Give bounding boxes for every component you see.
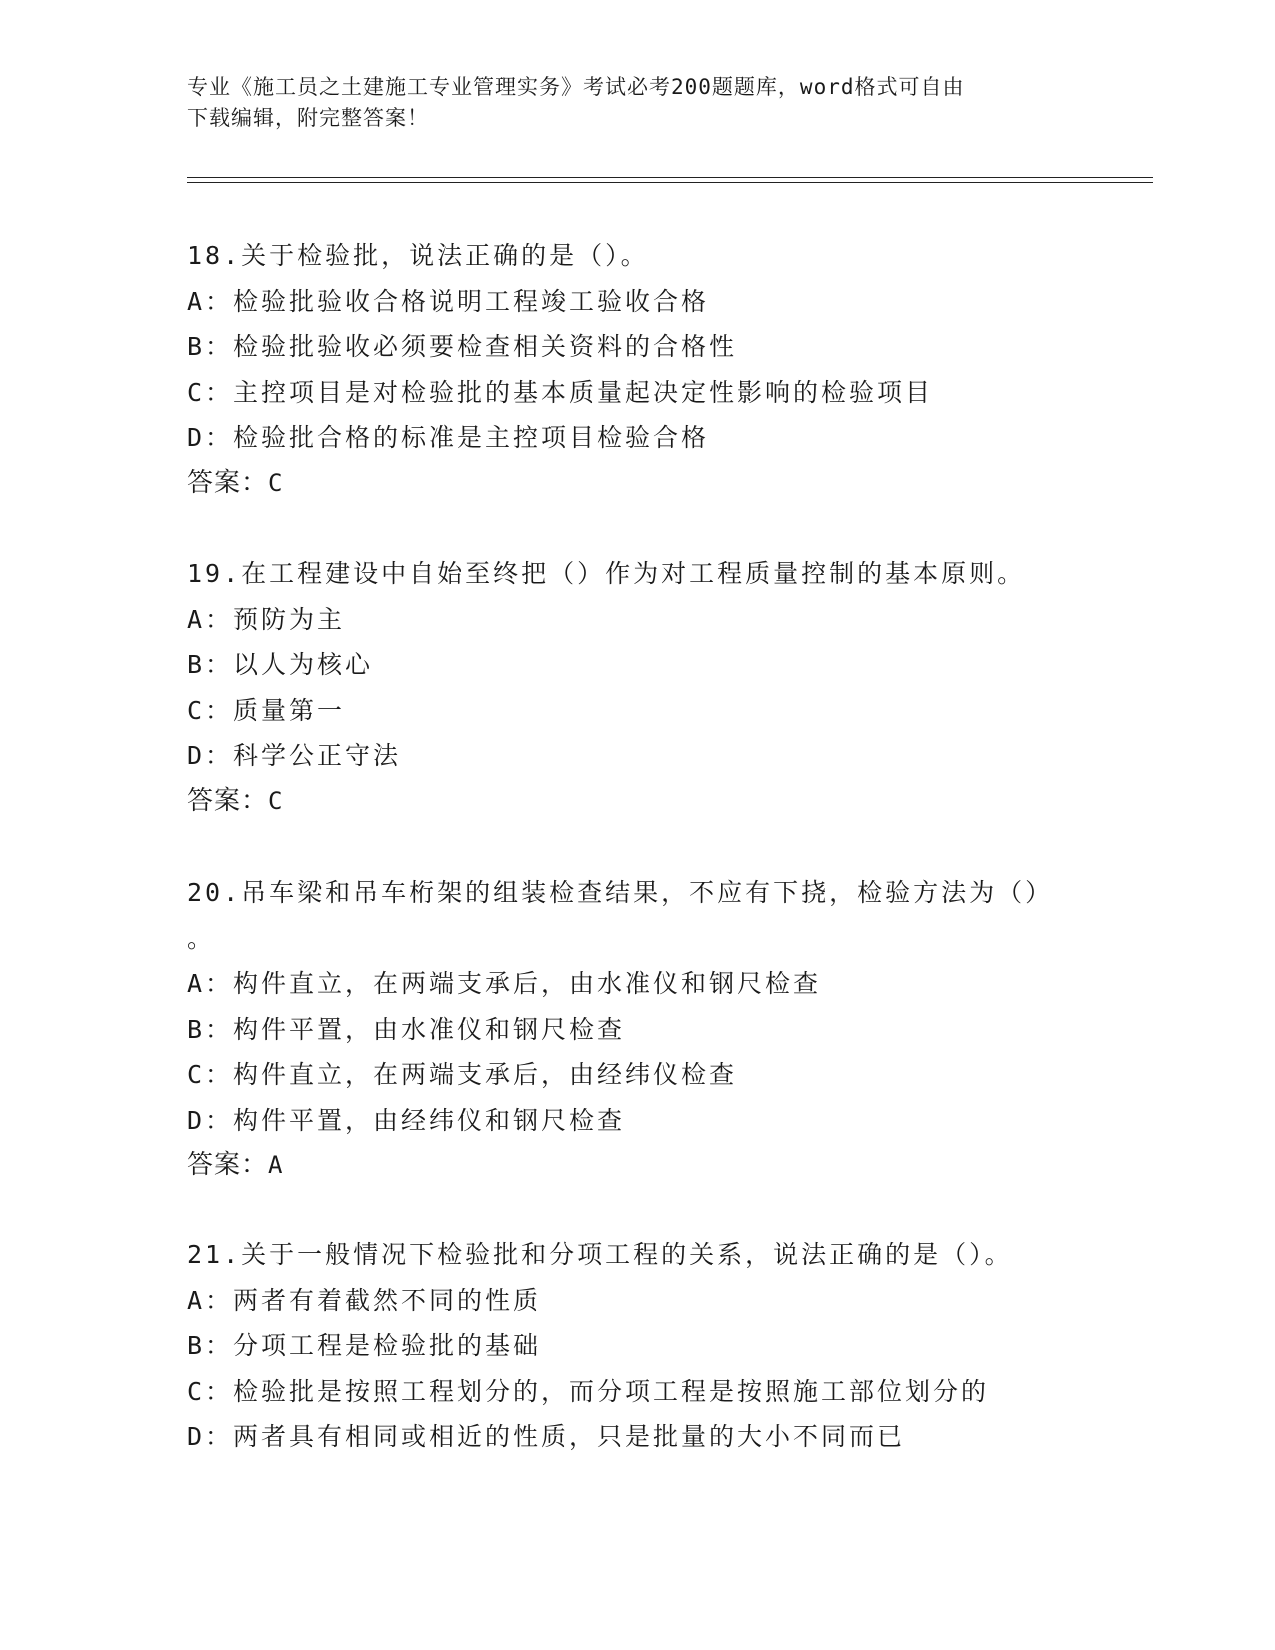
question-19 (187, 551, 1087, 824)
option-d: D：两者具有相同或相近的性质，只是批量的大小不同而已 (187, 1422, 906, 1451)
answer-line (187, 779, 1087, 825)
option-b: B：以人为核心 (187, 650, 374, 679)
option-c: C：检验批是按照工程划分的，而分项工程是按照施工部位划分的 (187, 1376, 990, 1406)
question-stem: 18.关于检验批，说法正确的是（）。 (187, 241, 649, 270)
header-divider-bottom (187, 182, 1153, 183)
answer-line (187, 1143, 1087, 1189)
question-stem: 20.吊车梁和吊车桁架的组装检查结果，不应有下挠，检验方法为（） (187, 878, 1054, 907)
question-21 (187, 1232, 1087, 1460)
answer-label: 答案： (187, 785, 269, 816)
option-a: A：构件直立，在两端支承后，由水准仪和钢尺检查 (187, 969, 822, 998)
header-line-2: 下载编辑，附完整答案！ (187, 106, 429, 130)
answer-value: A (268, 1151, 284, 1179)
question-20 (187, 870, 1087, 1189)
question-18 (187, 233, 1087, 506)
question-stem-continuation: 。 (187, 923, 216, 953)
answer-line (187, 461, 1087, 507)
question-stem: 19.在工程建设中自始至终把（）作为对工程质量控制的基本原则。 (187, 559, 1026, 588)
document-header (187, 72, 1087, 134)
answer-value: C (268, 786, 284, 815)
header-line-1: 专业《施工员之土建施工专业管理实务》考试必考200题题库，word格式可自由 (187, 75, 965, 99)
option-d: D：科学公正守法 (187, 741, 402, 770)
option-a: A：两者有着截然不同的性质 (187, 1285, 542, 1315)
answer-value: C (268, 468, 284, 497)
option-c: C：构件直立，在两端支承后，由经纬仪检查 (187, 1060, 738, 1089)
question-stem: 21.关于一般情况下检验批和分项工程的关系，说法正确的是（）。 (187, 1240, 1013, 1269)
option-d: D：构件平置，由经纬仪和钢尺检查 (187, 1105, 626, 1135)
option-b: B：检验批验收必须要检查相关资料的合格性 (187, 332, 738, 361)
header-divider-top (187, 177, 1153, 178)
option-a: A：检验批验收合格说明工程竣工验收合格 (187, 286, 710, 316)
answer-label: 答案： (187, 467, 269, 498)
answer-label: 答案： (187, 1150, 269, 1180)
option-a: A：预防为主 (187, 604, 346, 634)
option-c: C：质量第一 (187, 695, 346, 725)
option-b: B：分项工程是检验批的基础 (187, 1331, 542, 1360)
option-c: C：主控项目是对检验批的基本质量起决定性影响的检验项目 (187, 377, 934, 407)
option-d: D：检验批合格的标准是主控项目检验合格 (187, 423, 710, 452)
option-b: B：构件平置，由水准仪和钢尺检查 (187, 1014, 626, 1044)
